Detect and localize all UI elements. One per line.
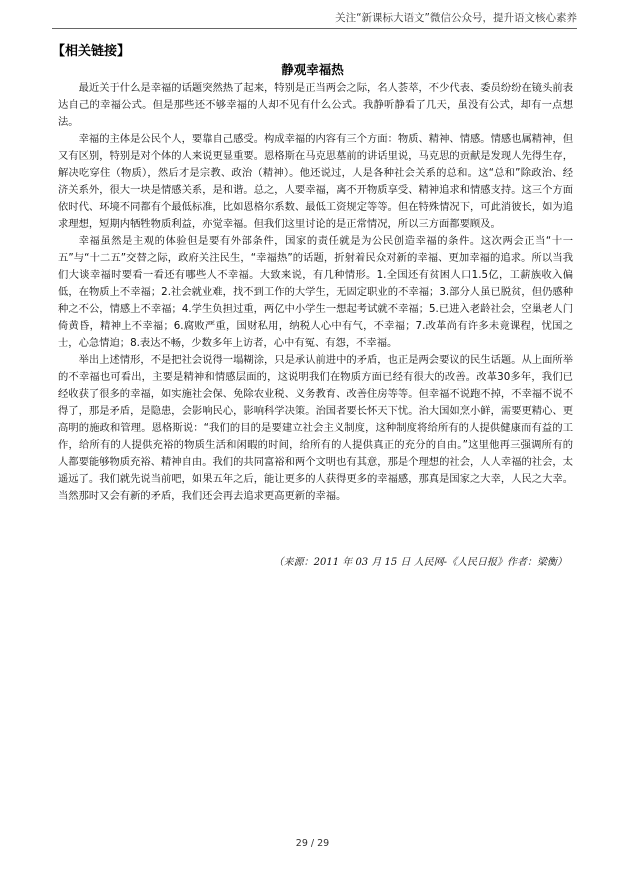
paragraph: 举出上述情形，不是把社会说得一塌糊涂，只是承认前进中的矛盾，也正是两会要议的民生话题。从上面所举的不幸福也可看出，主要是精神和情感层面的，这说明我们在物质方面已经有很大的改善。改革30多年，我们已经收获了很多的幸福，如实施社会保、免除农业税、义务教育、改善住房等等。但幸福不说跑不掉，不幸福不说不得了，那是矛盾，是隐患，会影响民心，影响科学决策。治国者要长怀天下忧。治大国如烹小鲜，需要更精心、更高明的施政和管理。恩格斯说：“我们的目的是要建立社会主义制度，这种制度将给所有的人提供健康而有益的工作，给所有的人提供充裕的物质生活和闲暇的时间，给所有的人提供真正的充分的自由。”这里他再三强调所有的人都要能够物质充裕、精神自由。我们的共同富裕和两个文明也有其意，那是个理想的社会，人人幸福的社会，太遥远了。我们就先说当前吧，如果五年之后，能让更多的人获得更多的幸福感，那真是国家之大幸，人民之大幸。当然那时又会有新的矛盾，我们还会再去追求更高更新的幸福。 — [58, 354, 573, 502]
paragraph: 幸福的主体是公民个人，要靠自己感受。构成幸福的内容有三个方面：物质、精神、情感。情感也属精神，但又有区别，特别是对个体的人来说更显重要。恩格斯在马克思墓前的讲话里说，马克思的贡献是发现人先得生存，解决吃穿住（物质），然后才是宗教、政治（精神）。他还说过，人是各种社会关系的总和。这“总和”除政治、经济关系外，很大一块是情感关系，是和谐。总之，人要幸福，离不开物质享受、精神追求和情感支持。这三个方面依时代、环境不同都有个最低标准，比如恩格尔系数、最低工资规定等等。但在特殊情况下，可此消彼长，如为追求理想，短期内牺牲物质利益，亦觉幸福。但我们这里讨论的是正常情况，所以三方面都要顾及。 — [58, 133, 573, 230]
article-body — [58, 80, 573, 505]
paragraph: 最近关于什么是幸福的话题突然热了起来，特别是正当两会之际，名人荟萃，不少代表、委员纷纷在镜头前表达自己的幸福公式。但是那些还不够幸福的人却不见有什么公式。我静听静看了几天，虽没有公式，却有一点想法。 — [58, 82, 573, 128]
page-number: 29 / 29 — [295, 838, 330, 849]
page-header: 关注“新课标大语文”微信公众号，提升语文核心素养 — [52, 10, 577, 29]
source-citation: （来源：2011 年 03 月 15 日 人民网-《人民日报》作者：梁衡） — [273, 557, 567, 568]
section-label: 【相关链接】 — [52, 44, 131, 59]
article-title: 静观幸福热 — [281, 62, 344, 77]
paragraph: 幸福虽然是主观的体验但是要有外部条件，国家的责任就是为公民创造幸福的条件。这次两会正当“十一五”与“十二五”交替之际，政府关注民生，“幸福热”的话题，折射着民众对新的幸福、更加幸福的追求。所以当我们大谈幸福时要看一看还有哪些人不幸福。大致来说，有几种情形。1.全国还有贫困人口1.5亿，工薪族收入偏低，在物质上不幸福；2.社会就业难，找不到工作的大学生，无固定职业的不幸福；3.部分人虽已脱贫，但仍感种种之不公，情感上不幸福；4.学生负担过重，两亿中小学生一想起考试就不幸福；5.已进入老龄社会，空巢老人门倚黄昏，精神上不幸福；6.腐败严重，国财私用，纳税人心中有气，不幸福；7.改革尚有许多未竟课程，忧国之士，心急情迫；8.表达不畅，少数多年上访者，心中有冤、有怨，不幸福。 — [58, 235, 573, 349]
